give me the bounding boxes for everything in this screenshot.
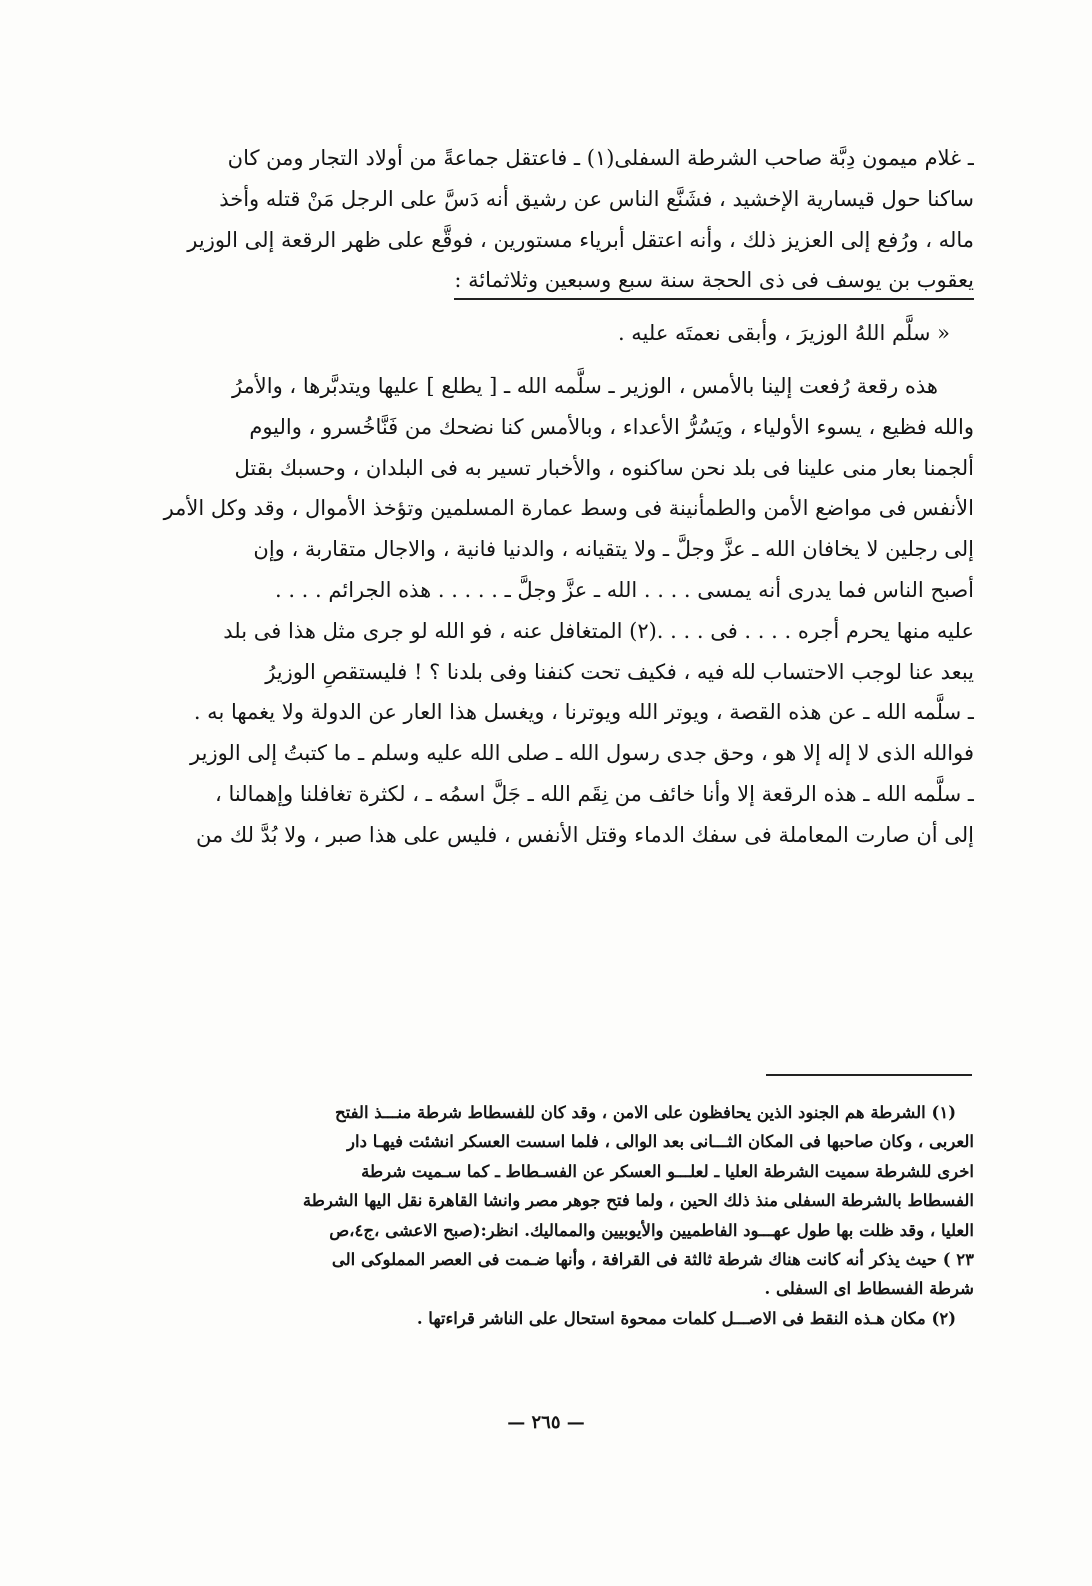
- text-line: عليه منها يحرم أجره . . . . فى . . . .(٢) المتغافل عنه ، فو الله لو جرى مثل هذا فى بلد: [223, 618, 974, 643]
- text-line: يبعد عنا لوجب الاحتساب لله فيه ، فكيف تحت كنفنا وفى بلدنا ؟ ! فليستقصِ الوزيرُ: [265, 659, 974, 684]
- footnote-1-line: اخرى للشرطة سميت الشرطة العليا ـ لعلـــو العسكر عن الفسـطاط ـ كما سـميت شرطة: [361, 1161, 974, 1181]
- footnote-1-line: (١) الشرطة هم الجنود الذين يحافظون على الامن ، وقد كان للفسطاط شرطة منـــذ الفتح: [334, 1103, 956, 1122]
- text-line: ـ سلَّمه الله ـ عن هذه القصة ، ويوتر الله ويوترنا ، ويغسل هذا العار عن الدولة ولا يغمها به .: [193, 700, 974, 725]
- footnote-1-line: العليا ، وقد ظلت بها طول عهـــود الفاطميين والأيوبيين والمماليك. انظر:(صبح الاعشى ،ج٤،ص: [329, 1220, 974, 1240]
- text-line: هذه رقعة رُفعت إلينا بالأمس ، الوزير ـ سلَّمه الله ـ [ يطلع ] عليها ويتدبَّرها ، والأمرُ: [231, 373, 938, 398]
- page-number: — ٢٦٥ —: [507, 1412, 585, 1433]
- underlined-phrase: يعقوب بن يوسف فى ذى الحجة سنة سبع وسبعين وثلاثمائة :: [454, 268, 974, 300]
- text-line-underlined: [128, 260, 974, 301]
- text-line: ـ سلَّمه الله ـ هذه الرقعة إلا وأنا خائف من نِقَم الله ـ جَلَّ اسمُه ـ ، لكثرة تغافلنا وإهمالنا ،: [215, 781, 974, 806]
- footnote-separator: [766, 1074, 972, 1076]
- text-line: أصبح الناس فما يدرى أنه يمسى . . . . الله ـ عزَّ وجلَّ ـ . . . . . هذه الجرائم . . . .: [274, 577, 974, 602]
- text-line: ـ غلام ميمون دِبَّة صاحب الشرطة السفلى(١) ـ فاعتقل جماعةً من أولاد التجار ومن كان: [227, 146, 974, 170]
- footnote-1-line: ٢٣ ) حيث يذكر أنه كانت هناك شرطة ثالثة فى القرافة ، وأنها ضـمت فى العصر المملوكى الى: [331, 1250, 974, 1270]
- text-line: ألجمنا بعار منى علينا فى بلد نحن ساكنوه ، والأخبار تسير به فى البلدان ، وحسبك بقتل: [234, 455, 974, 480]
- text-line: ساكنا حول قيسارية الإخشيد ، فشَنَّع الناس عن رشيق أنه دَسَّ على الرجل مَنْ قتله وأخذ: [219, 186, 974, 211]
- footnote-1-line: شرطة الفسطاط اى السفلى .: [764, 1279, 974, 1299]
- text-line: فوالله الذى لا إله إلا هو ، وحق جدى رسول الله ـ صلى الله عليه وسلم ـ ما كتبتُ إلى الوزير: [190, 741, 974, 766]
- text-line: الأنفس فى مواضع الأمن والطمأنينة فى وسط عمارة المسلمين وتؤخذ الأموال ، وقد وكل الأمر: [163, 496, 974, 521]
- text-line: ماله ، ورُفع إلى العزيز ذلك ، وأنه اعتقل أبرياء مستورين ، فوقَّع على ظهر الرقعة إلى الوزير: [187, 227, 974, 252]
- footnote-2: (٢) مكان هـذه النقط فى الاصـــل كلمات ممحوة استحال على الناشر قراءتها .: [416, 1308, 956, 1328]
- quote-opening: « سلَّم اللهُ الوزيرَ ، وأبقى نعمتَه عليه .: [617, 321, 950, 346]
- text-line: إلى رجلين لا يخافان الله ـ عزَّ وجلَّ ـ ولا يتقيانه ، والدنيا فانية ، والاجال متقاربة ، وإن: [253, 537, 974, 562]
- main-text: [128, 138, 974, 856]
- text-line: إلى أن صارت المعاملة فى سفك الدماء وقتل الأنفس ، فليس على هذا صبر ، ولا بُدَّ لك من: [195, 822, 974, 847]
- text-line: والله فظيع ، يسوء الأولياء ، ويَسُرُّ الأعداء ، وبالأمس كنا نضحك من فَنَّاخُسرو ، واليوم: [249, 414, 974, 439]
- footnotes: [128, 1098, 974, 1333]
- footnote-1-line: الفسطاط بالشرطة السفلى منذ ذلك الحين ، ولما فتح جوهر مصر وانشا القاهرة نقل اليها الشرطة: [302, 1191, 974, 1211]
- footnote-1-line: العربى ، وكان صاحبها فى المكان الثـــانى بعد الوالى ، فلما اسست العسكر انشئت فيهـا دار: [347, 1132, 974, 1152]
